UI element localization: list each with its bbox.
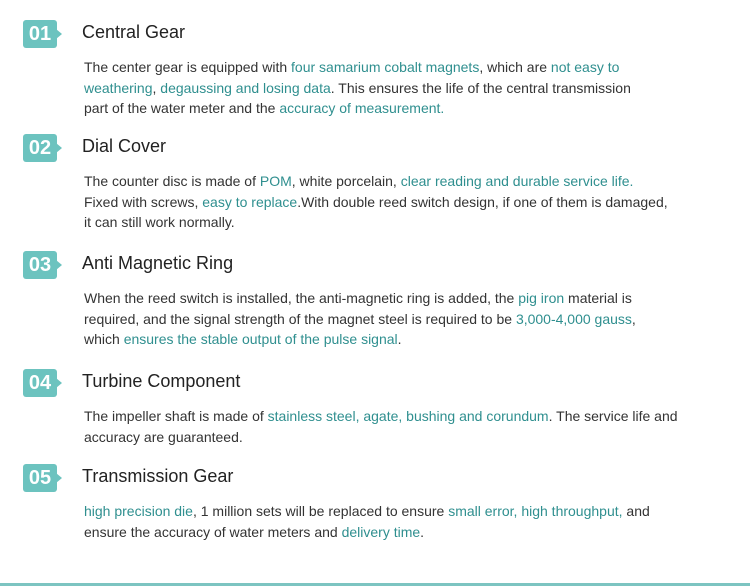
description-text: The center gear is equipped with <box>84 59 292 75</box>
highlighted-text: weathering <box>84 79 153 96</box>
highlighted-text: stainless steel, agate, bushing and corundum <box>267 408 549 424</box>
feature-title: Dial Cover <box>82 136 167 156</box>
description-text: accuracy are guaranteed. <box>84 428 243 445</box>
description-text: , which are <box>479 59 551 75</box>
highlighted-text: ensures the stable output of the pulse signal <box>123 331 398 348</box>
badge-number: 04 <box>28 372 52 394</box>
feature-title: Central Gear <box>82 22 186 42</box>
description-text: . The service life and <box>548 408 678 424</box>
description-text: and <box>622 503 650 519</box>
description-text: material is <box>564 290 632 306</box>
description-text: . <box>420 523 425 540</box>
description-text: , <box>631 310 636 327</box>
number-badge <box>23 134 62 162</box>
description-text: . <box>397 331 402 348</box>
description-text: The counter disc is made of <box>84 173 260 189</box>
badge-number: 01 <box>28 23 52 45</box>
highlighted-text: pig iron <box>518 290 565 306</box>
feature-description <box>84 171 724 233</box>
feature-description <box>84 288 724 350</box>
number-badge <box>23 464 62 492</box>
description-text: .With double reed switch design, if one of them is damaged, <box>297 193 668 210</box>
highlighted-text: clear reading and durable service life. <box>400 173 634 189</box>
highlighted-text: four samarium cobalt magnets <box>291 59 480 75</box>
feature-description <box>84 57 724 119</box>
feature-title: Turbine Component <box>82 371 241 391</box>
feature-title: Transmission Gear <box>82 466 234 486</box>
highlighted-text: not easy to <box>550 59 620 75</box>
feature-title: Anti Magnetic Ring <box>82 253 234 273</box>
highlighted-text: easy to replace <box>202 193 298 210</box>
description-text: required, and the signal strength of the magnet steel is required to be <box>84 310 516 327</box>
description-text: The impeller shaft is made of <box>84 408 268 424</box>
description-text: ensure the accuracy of water meters and <box>84 523 342 540</box>
highlighted-text: 3,000-4,000 gauss <box>515 310 632 327</box>
feature-description <box>84 406 724 447</box>
number-badge <box>23 369 62 397</box>
feature-description <box>84 501 724 542</box>
highlighted-text: delivery time <box>341 523 421 540</box>
description-text: , white porcelain, <box>291 173 401 189</box>
number-badge <box>23 20 62 48</box>
highlighted-text: degaussing and losing data <box>160 79 331 96</box>
description-text: . This ensures the life of the central transmission <box>330 79 631 96</box>
highlighted-text: high precision die <box>84 503 193 519</box>
badge-number: 02 <box>28 137 52 159</box>
description-text: , 1 million sets will be replaced to ensure <box>192 503 449 519</box>
badge-number: 05 <box>28 467 52 489</box>
highlighted-text: accuracy of measurement. <box>279 100 445 117</box>
badge-number: 03 <box>28 254 52 276</box>
highlighted-text: small error, high throughput, <box>448 503 623 519</box>
description-text: part of the water meter and the <box>84 100 280 117</box>
description-text: it can still work normally. <box>84 214 235 231</box>
number-badge <box>23 251 62 279</box>
description-text: When the reed switch is installed, the anti-magnetic ring is added, the <box>84 290 519 306</box>
highlighted-text: POM <box>259 173 292 189</box>
description-text: Fixed with screws, <box>84 193 203 210</box>
description-text: , <box>152 79 161 96</box>
description-text: which <box>84 331 124 348</box>
